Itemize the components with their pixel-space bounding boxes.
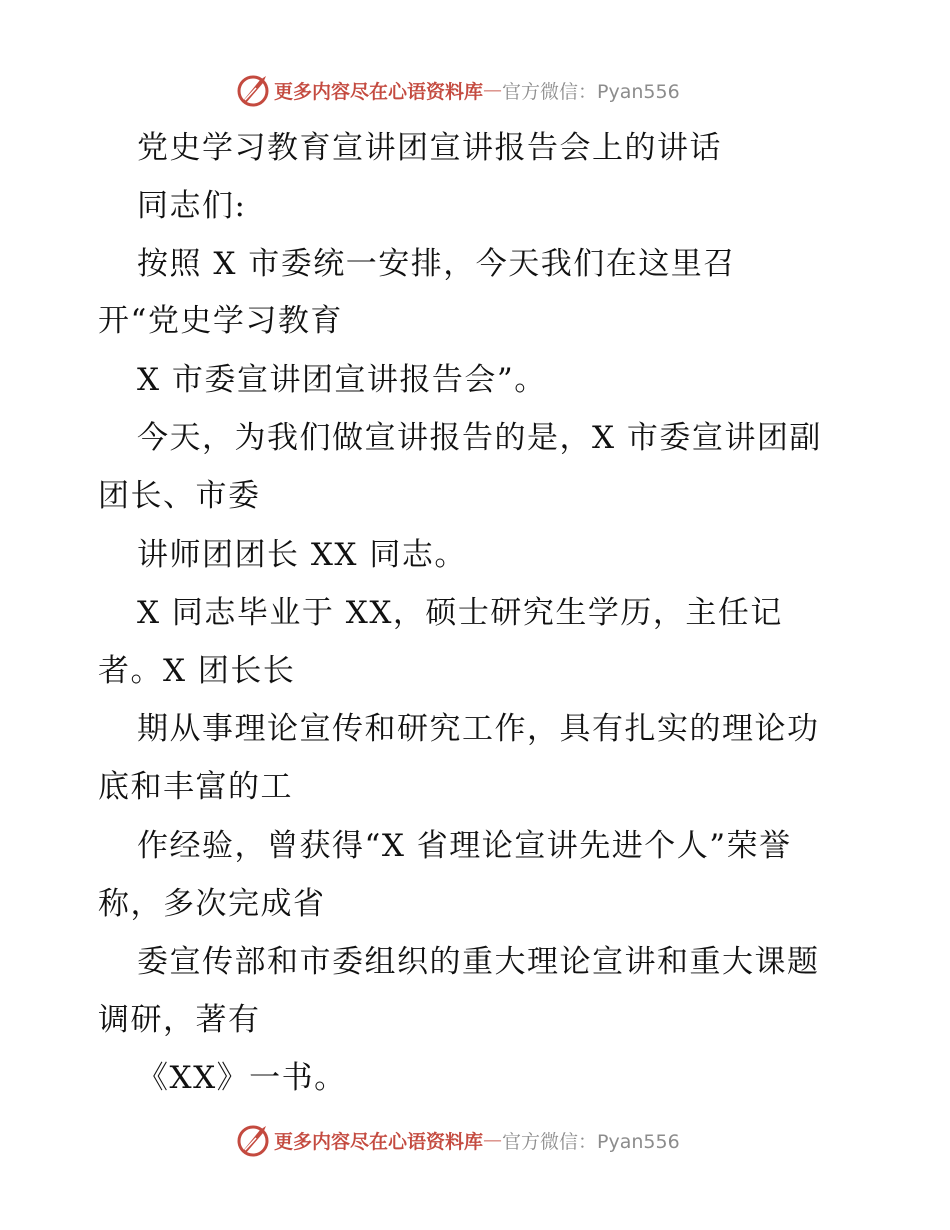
text-line: 讲师团团长 XX 同志。 [137, 537, 467, 573]
quill-logo-icon [236, 72, 272, 108]
text-line: 期从事理论宣传和研究工作，具有扎实的理论功 [137, 711, 820, 747]
text-line: 作经验，曾获得“X 省理论宣讲先进个人”荣誉 [137, 828, 792, 864]
text-line: 委宣传部和市委组织的重大理论宣讲和重大课题 [137, 944, 820, 980]
watermark-site-text: 更多内容尽在心语资料库 [274, 1130, 484, 1153]
text-line: 《XX》一书。 [137, 1060, 347, 1096]
text-line: 团长、市委 [98, 478, 261, 514]
watermark-wechat-text: 官方微信：Pyan556 [502, 80, 680, 103]
text-line: 按照 X 市委统一安排，今天我们在这里召 [137, 246, 736, 282]
watermark-site-text: 更多内容尽在心语资料库 [274, 80, 484, 103]
watermark-banner-top [236, 70, 680, 110]
watermark-separator: — [483, 79, 503, 101]
text-line: X 同志毕业于 XX，硕士研究生学历，主任记 [137, 595, 783, 631]
text-line: 今天，为我们做宣讲报告的是，X 市委宣讲团副 [137, 420, 822, 456]
watermark-wechat-text: 官方微信：Pyan556 [502, 1130, 680, 1153]
document-title: 党史学习教育宣讲团宣讲报告会上的讲话 [137, 130, 722, 166]
text-line: 称，多次完成省 [98, 886, 326, 922]
watermark-separator: — [483, 1129, 503, 1151]
quill-logo-icon [236, 1122, 272, 1158]
text-line: 同志们: [137, 188, 247, 224]
text-line: 者。X 团长长 [98, 653, 296, 689]
text-line: X 市委宣讲团宣讲报告会”。 [137, 362, 547, 398]
text-line: 调研，著有 [98, 1002, 261, 1038]
text-line: 底和丰富的工 [98, 769, 293, 805]
text-line: 开“党史学习教育 [98, 303, 343, 339]
watermark-banner-bottom [236, 1120, 680, 1160]
